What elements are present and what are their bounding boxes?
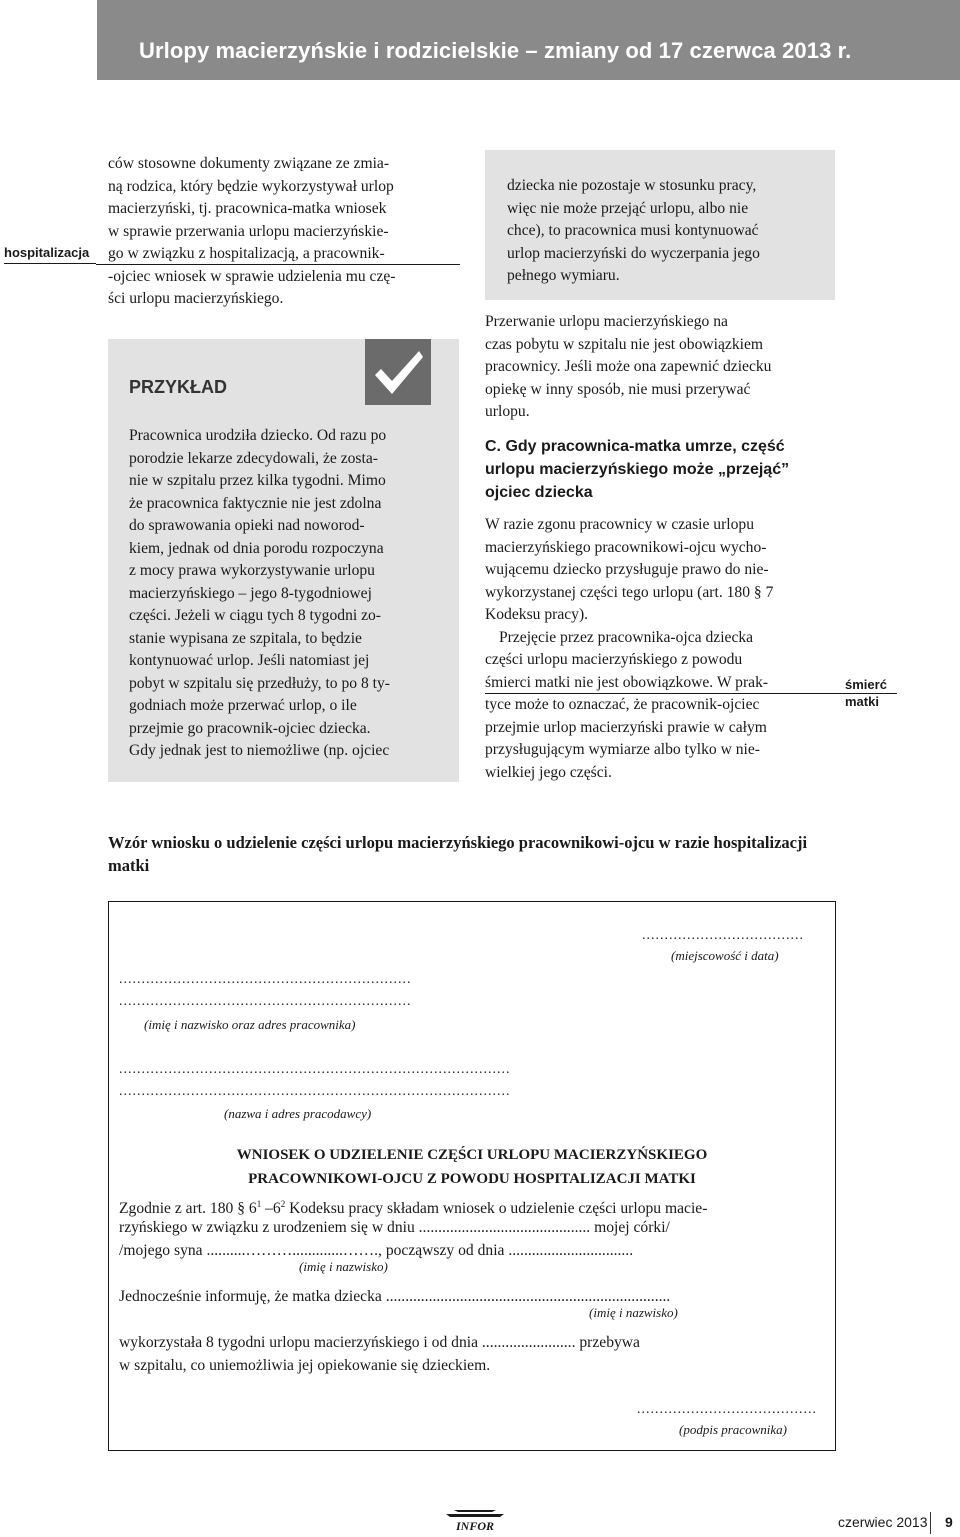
text-line: urlopu. [485,403,530,420]
example-heading: PRZYKŁAD [129,377,227,397]
text-line: kontynuować urlop. Jeśli natomiast jej [129,652,370,669]
form-body-line: wykorzystała 8 tygodni urlopu macierzyńskiego i od dnia ........................ przebywa [119,1334,640,1351]
text-line: macierzyńskiego – jego 8-tygodniowej [129,584,372,602]
heading-line: urlopu macierzyńskiego może „przejąć” [485,461,790,478]
text-line: przysługującym wymiarze albo tylko w nie- [485,741,760,758]
child-name-caption: (imię i nazwisko) [299,1259,388,1274]
text-line: w sprawie przerwania urlopu macierzyńskie- [108,222,389,240]
text-line: ną rodzica, który będzie wykorzystywał urlop [108,177,394,195]
text-line: nie w szpitalu przez kilka tygodni. Mimo [129,472,386,489]
right-paragraph-2 [485,514,835,784]
text-line: macierzyńskiego pracownikowi-ojcu wycho- [485,538,767,556]
text-line: dziecka nie pozostaje w stosunku pracy, [507,177,757,194]
text-line: go w związku z hospitalizacją, a pracownik- [108,245,385,262]
text-line: urlop macierzyński do wyczerpania jego [507,244,760,262]
superscript: 2 [280,1199,286,1209]
text-line: opiekę w inny sposób, nie musi przerywać [485,380,751,398]
employee-dots-1: ................................................................. [119,972,412,987]
text-line: że pracownica faktycznie nie jest zdolna [129,494,382,512]
page-number: 9 [945,1514,953,1530]
text-line: do sprawowania opieki nad noworod- [129,517,365,534]
text-line: części. Jeżeli w ciągu tych 8 tygodni zo- [129,607,382,624]
form-template-box [108,901,836,1451]
section-c-heading [485,435,835,504]
right-paragraph-1 [485,311,835,424]
text-line: kiem, jednak od dnia porodu rozpoczyna [129,539,384,557]
text-line: ści urlopu macierzyńskiego. [108,290,284,307]
text-line: tyce może to oznaczać, że pracownik-ojciec [485,696,760,713]
employee-caption: (imię i nazwisko oraz adres pracownika) [144,1017,356,1032]
logo-text: INFOR [455,1519,495,1532]
form-body-line: Jednocześnie informuję, że matka dziecka ......................................................................... [119,1288,671,1305]
text-line: W razie zgonu pracownicy w czasie urlopu [485,516,755,533]
margin-note-underline [485,693,897,694]
mother-name-caption: (imię i nazwisko) [589,1305,678,1320]
form-title-line: PRACOWNIKOWI-OJCU Z POWODU HOSPITALIZACJI MATKI [248,1171,696,1187]
text-line: Przerwanie urlopu macierzyńskiego na [485,313,728,330]
text-line: przejmie go pracownik-ojciec dziecka. [129,719,371,737]
text-line: -ojciec wniosek w sprawie udzielenia mu czę- [108,267,396,285]
heading-line: C. Gdy pracownica-matka umrze, część [485,438,785,455]
continuation-text [507,175,817,288]
text-line: macierzyński, tj. pracownica-matka wniosek [108,200,387,217]
form-body-line: rzyńskiego w związku z urodzeniem się w dniu ............................................ mojej córki/ [119,1219,670,1236]
place-date-dots: .................................... [642,928,804,943]
text-line: śmierci matki nie jest obowiązkowe. W prak- [485,673,769,691]
signature-dots: ........................................ [637,1402,817,1417]
text-line: przejmie urlop macierzyński prawie w całym [485,718,767,736]
margin-note-underline [96,264,460,265]
text-line: wykorzystanej części tego urlopu (art. 180 § 7 [485,583,774,601]
text-line: Przejęcie przez pracownika-ojca dziecka [499,628,754,646]
text-span: –6 [261,1200,281,1218]
text-line: pobyt w szpitalu się przedłuży, to po 8 ty- [129,674,390,692]
page-header [97,0,960,80]
text-line: pracownicy. Jeśli może ona zapewnić dziecku [485,358,772,375]
text-line: Gdy jednak jest to niemożliwe (np. ojciec [129,742,390,759]
footer-separator [930,1512,931,1534]
signature-caption: (podpis pracownika) [679,1422,787,1437]
text-line: więc nie może przejąć urlopu, albo nie [507,199,749,217]
infor-logo [440,1508,510,1532]
example-text [129,425,438,763]
employer-caption: (nazwa i adres pracodawcy) [224,1106,372,1121]
checkmark-icon [365,339,431,405]
superscript: 1 [256,1199,262,1209]
text-line: chce), to pracownica musi kontynuować [507,222,759,239]
footer-date: czerwiec 2013 [838,1514,928,1530]
text-line: części urlopu macierzyńskiego z powodu [485,651,743,668]
margin-note-hospitalizacja: hospitalizacja [4,245,96,264]
text-line: ców stosowne dokumenty związane ze zmia- [108,155,390,172]
left-intro-paragraph [108,153,458,311]
employer-dots-2: ....................................................................................... [119,1084,511,1099]
place-date-caption: (miejscowość i data) [671,948,779,963]
form-title [109,1143,835,1191]
text-line: z mocy prawa wykorzystywanie urlopu [129,562,375,579]
text-line: Kodeksu pracy). [485,606,589,623]
margin-note-line: matki [845,694,879,709]
text-line: godniach może przerwać urlop, o ile [129,697,357,714]
text-span: Zgodnie z art. 180 § 6 [119,1200,257,1218]
employer-dots-1: ....................................................................................... [119,1062,511,1077]
margin-note-line: śmierć [845,677,887,692]
header-title: Urlopy macierzyńskie i rodzicielskie – zmiany od 17 czerwca 2013 r. [139,38,852,63]
heading-line: ojciec dziecka [485,484,593,501]
text-span: Kodeksu pracy składam wniosek o udzielenie części urlopu macie- [285,1200,708,1218]
text-line: stanie wypisana ze szpitala, to będzie [129,629,362,647]
employee-dots-2: ................................................................. [119,994,412,1009]
text-line: pełnego wymiaru. [507,267,620,284]
form-title-line: WNIOSEK O UDZIELENIE CZĘŚCI URLOPU MACIERZYŃSKIEGO [236,1147,708,1163]
text-line: Pracownica urodziła dziecko. Od razu po [129,427,387,444]
template-title: Wzór wniosku o udzielenie części urlopu macierzyńskiego pracownikowi-ojcu w razie hospitalizacji matki [108,833,808,875]
form-body-line: /mojego syna ..........……….............……., począwszy od dnia ................................ [119,1242,634,1259]
text-line: czas pobytu w szpitalu nie jest obowiązkiem [485,335,764,353]
text-line: wielkiej jego części. [485,763,612,781]
text-line: porodzie lekarze zdecydowali, że zosta- [129,449,378,467]
form-body-line: w szpitalu, co uniemożliwia jej opiekowanie się dzieckiem. [119,1357,491,1374]
text-line: wującemu dziecko przysługuje prawo do nie- [485,561,769,578]
